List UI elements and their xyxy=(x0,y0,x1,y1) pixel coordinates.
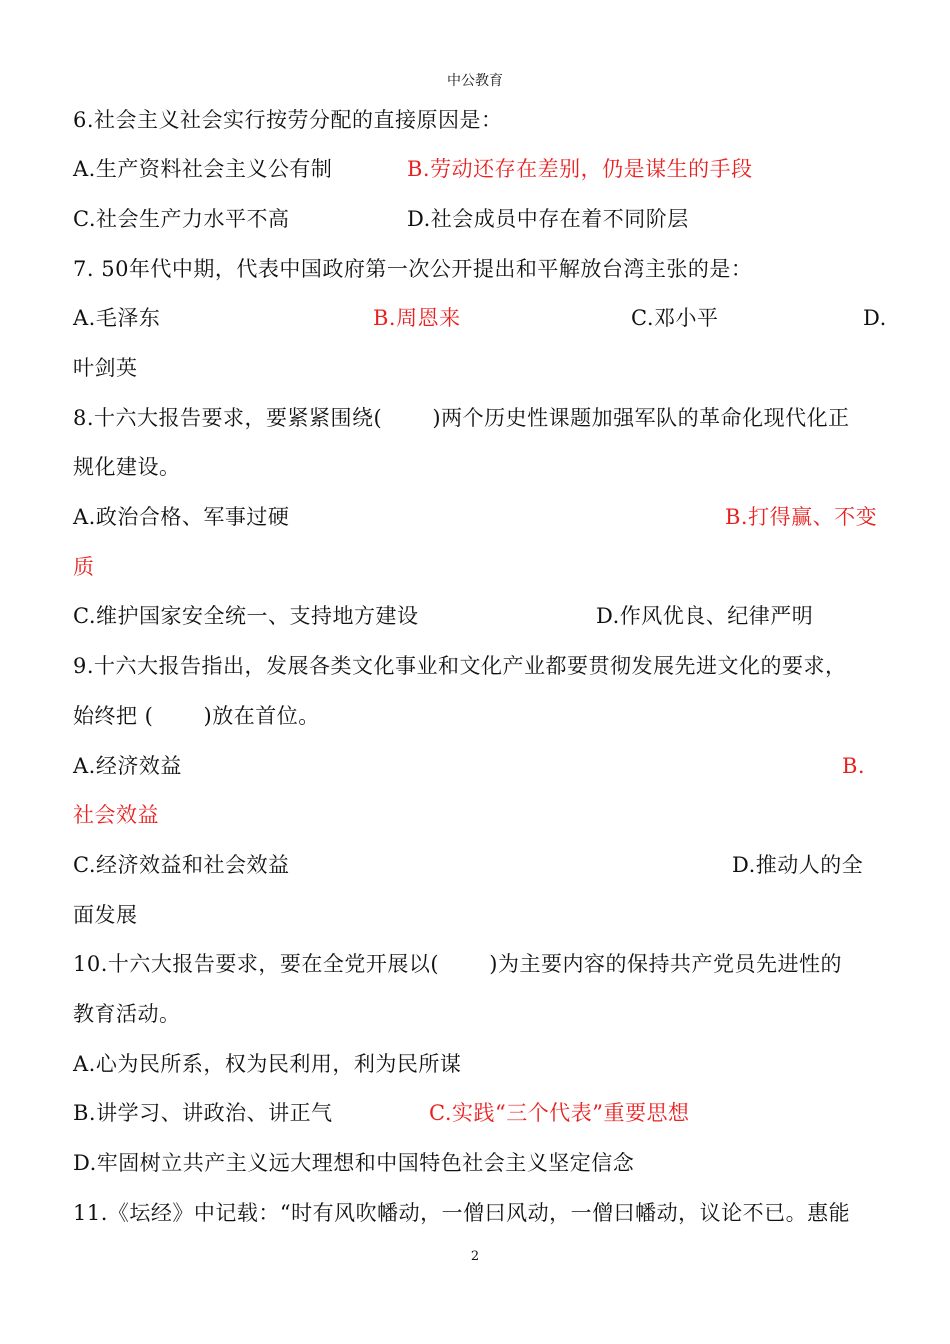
question-9-stem-line-2: 始终把 ( )放在首位。 xyxy=(73,704,320,728)
question-9-stem-line-1: 9.十六大报告指出，发展各类文化事业和文化产业都要贯彻发展先进文化的要求， xyxy=(73,654,847,678)
question-8-option-d: D.作风优良、纪律严明 xyxy=(596,604,814,628)
question-7-option-a: A.毛泽东 xyxy=(73,306,161,330)
question-8-stem-line-2: 规化建设。 xyxy=(73,455,181,479)
question-7-stem: 7. 50年代中期，代表中国政府第一次公开提出和平解放台湾主张的是： xyxy=(73,257,753,281)
question-11-stem: 11.《坛经》中记载：“时有风吹幡动，一僧曰风动，一僧曰幡动，议论不已。惠能 xyxy=(73,1201,851,1225)
question-10-option-c-answer: C.实践“三个代表”重要思想 xyxy=(429,1101,690,1125)
question-8-option-b-answer: B.打得赢、不变 xyxy=(725,505,878,529)
question-6-option-d: D.社会成员中存在着不同阶层 xyxy=(407,207,689,231)
question-10-stem-line-1: 10.十六大报告要求，要在全党开展以( )为主要内容的保持共产党员先进性的 xyxy=(73,952,842,976)
question-9-option-b-answer-label: B. xyxy=(842,754,866,778)
question-9-option-d: D.推动人的全 xyxy=(732,853,864,877)
question-6-stem: 6.社会主义社会实行按劳分配的直接原因是： xyxy=(73,108,503,132)
question-6-option-b-answer: B.劳动还存在差别，仍是谋生的手段 xyxy=(407,157,753,181)
question-10-option-a: A.心为民所系，权为民利用，利为民所谋 xyxy=(73,1052,462,1076)
question-9-option-d-cont: 面发展 xyxy=(73,903,138,927)
page-header: 中公教育 xyxy=(447,73,503,89)
question-6-option-a: A.生产资料社会主义公有制 xyxy=(73,157,333,181)
question-8-option-a: A.政治合格、军事过硬 xyxy=(73,505,290,529)
question-9-option-a: A.经济效益 xyxy=(73,754,182,778)
question-10-option-b: B.讲学习、讲政治、讲正气 xyxy=(73,1101,333,1125)
question-8-option-c: C.维护国家安全统一、支持地方建设 xyxy=(73,604,419,628)
question-9-option-c: C.经济效益和社会效益 xyxy=(73,853,290,877)
question-6-option-c: C.社会生产力水平不高 xyxy=(73,207,290,231)
question-8-stem-line-1: 8.十六大报告要求，要紧紧围绕( )两个历史性课题加强军队的革命化现代化正 xyxy=(73,406,850,430)
question-8-option-b-answer-cont: 质 xyxy=(73,555,95,579)
question-7-option-d-text: 叶剑英 xyxy=(73,356,138,380)
question-7-option-b-answer: B.周恩来 xyxy=(373,306,461,330)
question-7-option-d-label: D. xyxy=(863,306,887,330)
page-number: 2 xyxy=(470,1249,480,1264)
question-10-option-d: D.牢固树立共产主义远大理想和中国特色社会主义坚定信念 xyxy=(73,1151,635,1175)
question-9-option-b-answer-text: 社会效益 xyxy=(73,803,159,827)
question-10-stem-line-2: 教育活动。 xyxy=(73,1002,181,1026)
question-7-option-c: C.邓小平 xyxy=(631,306,719,330)
